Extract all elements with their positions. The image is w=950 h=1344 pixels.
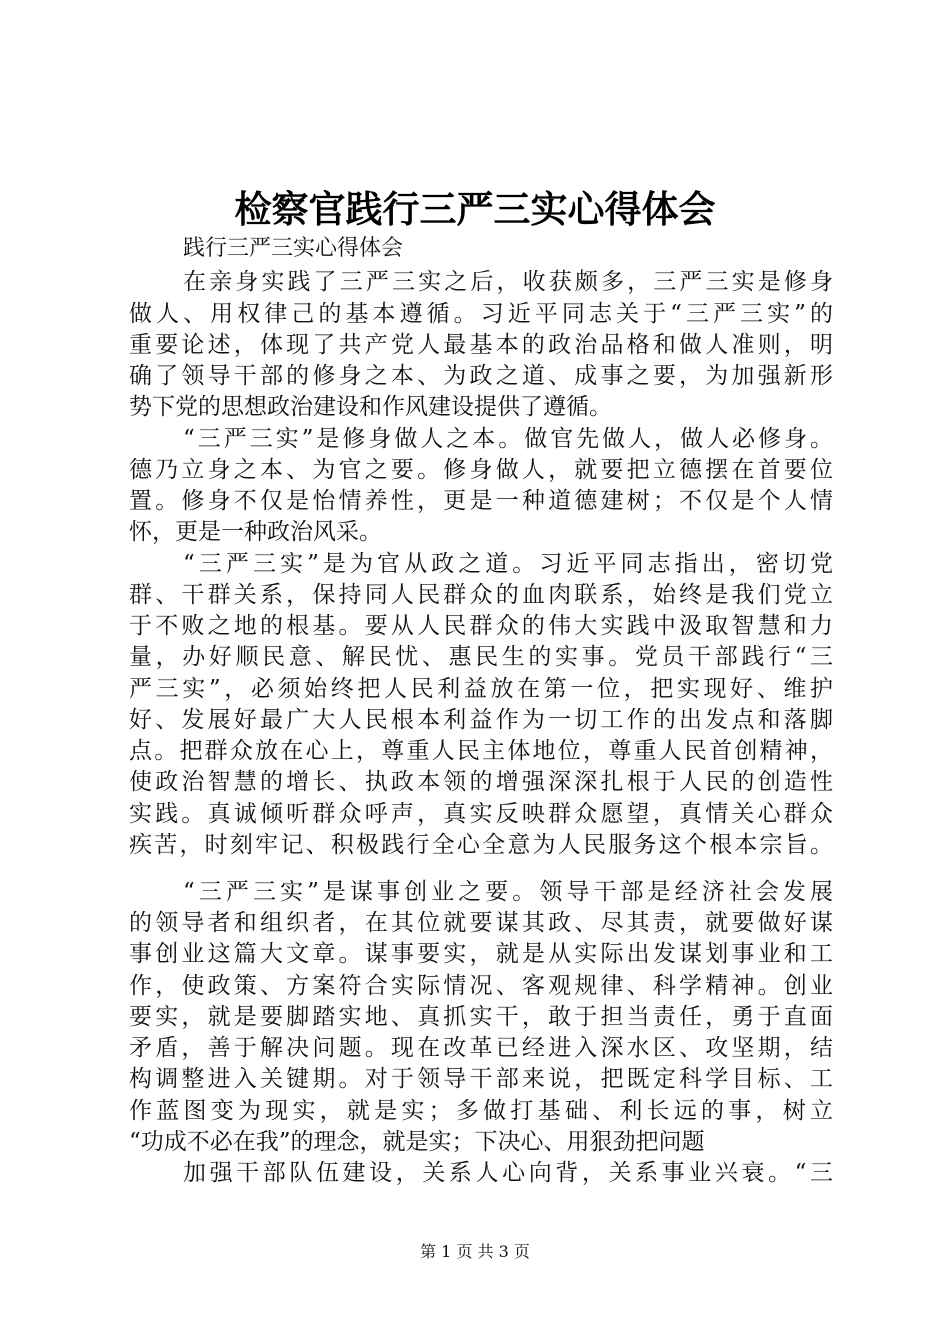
body-line: 势下党的思想政治建设和作风建设提供了遵循。	[129, 394, 612, 420]
body-line: “三严三实”是为官从政之道。习近平同志指出，密切党	[183, 551, 833, 577]
body-line: 好、发展好最广大人民根本利益作为一切工作的出发点和落脚	[129, 707, 833, 733]
body-line: 于不败之地的根基。要从人民群众的伟大实践中汲取智慧和力	[129, 613, 833, 639]
body-line: 确了领导干部的修身之本、为政之道、成事之要，为加强新形	[129, 363, 833, 389]
body-line: “三严三实”是谋事创业之要。领导干部是经济社会发展	[183, 879, 833, 905]
document-title: 检察官践行三严三实心得体会	[234, 187, 716, 231]
body-line: 重要论述，体现了共产党人最基本的政治品格和做人准则，明	[129, 332, 833, 358]
body-line: 实践。真诚倾听群众呼声，真实反映群众愿望，真情关心群众	[129, 801, 833, 827]
body-line: 点。把群众放在心上，尊重人民主体地位，尊重人民首创精神，	[129, 738, 833, 764]
body-line: 的领导者和组织者，在其位就要谋其政、尽其责，就要做好谋	[129, 910, 833, 936]
body-line: 作，使政策、方案符合实际情况、客观规律、科学精神。创业	[129, 973, 833, 999]
body-line: 置。修身不仅是怡情养性，更是一种道德建树；不仅是个人情	[129, 488, 833, 514]
body-line: 事创业这篇大文章。谋事要实，就是从实际出发谋划事业和工	[129, 941, 833, 967]
body-line: 德乃立身之本、为官之要。修身做人，就要把立德摆在首要位	[129, 457, 833, 483]
body-line: 矛盾，善于解决问题。现在改革已经进入深水区、攻坚期，结	[129, 1035, 833, 1061]
body-line: “三严三实”是修身做人之本。做官先做人，做人必修身。	[183, 426, 833, 452]
body-line: 量，办好顺民意、解民忧、惠民生的实事。党员干部践行“三	[129, 644, 833, 670]
body-line: 构调整进入关键期。对于领导干部来说，把既定科学目标、工	[129, 1066, 833, 1092]
body-line: 严三实”，必须始终把人民利益放在第一位，把实现好、维护	[129, 676, 833, 702]
body-line: 要实，就是要脚踏实地、真抓实干，敢于担当责任，勇于直面	[129, 1004, 833, 1030]
body-line: “功成不必在我”的理念，就是实；下决心、用狠劲把问题	[129, 1129, 705, 1155]
body-line: 怀，更是一种政治风采。	[129, 519, 382, 545]
body-line: 加强干部队伍建设，关系人心向背，关系事业兴衰。“三	[183, 1160, 833, 1186]
body-line: 作蓝图变为现实，就是实；多做打基础、利长远的事，树立	[129, 1098, 833, 1124]
body-line: 疾苦，时刻牢记、积极践行全心全意为人民服务这个根本宗旨。	[129, 832, 833, 858]
body-line: 群、干群关系，保持同人民群众的血肉联系，始终是我们党立	[129, 582, 833, 608]
page-number-footer: 第 1 页 共 3 页	[420, 1242, 530, 1261]
body-line: 在亲身实践了三严三实之后，收获颇多，三严三实是修身	[183, 269, 833, 295]
body-line: 使政治智慧的增长、执政本领的增强深深扎根于人民的创造性	[129, 769, 833, 795]
body-line: 做人、用权律己的基本遵循。习近平同志关于“三严三实”的	[129, 301, 833, 327]
document-subtitle: 践行三严三实心得体会	[183, 236, 404, 261]
